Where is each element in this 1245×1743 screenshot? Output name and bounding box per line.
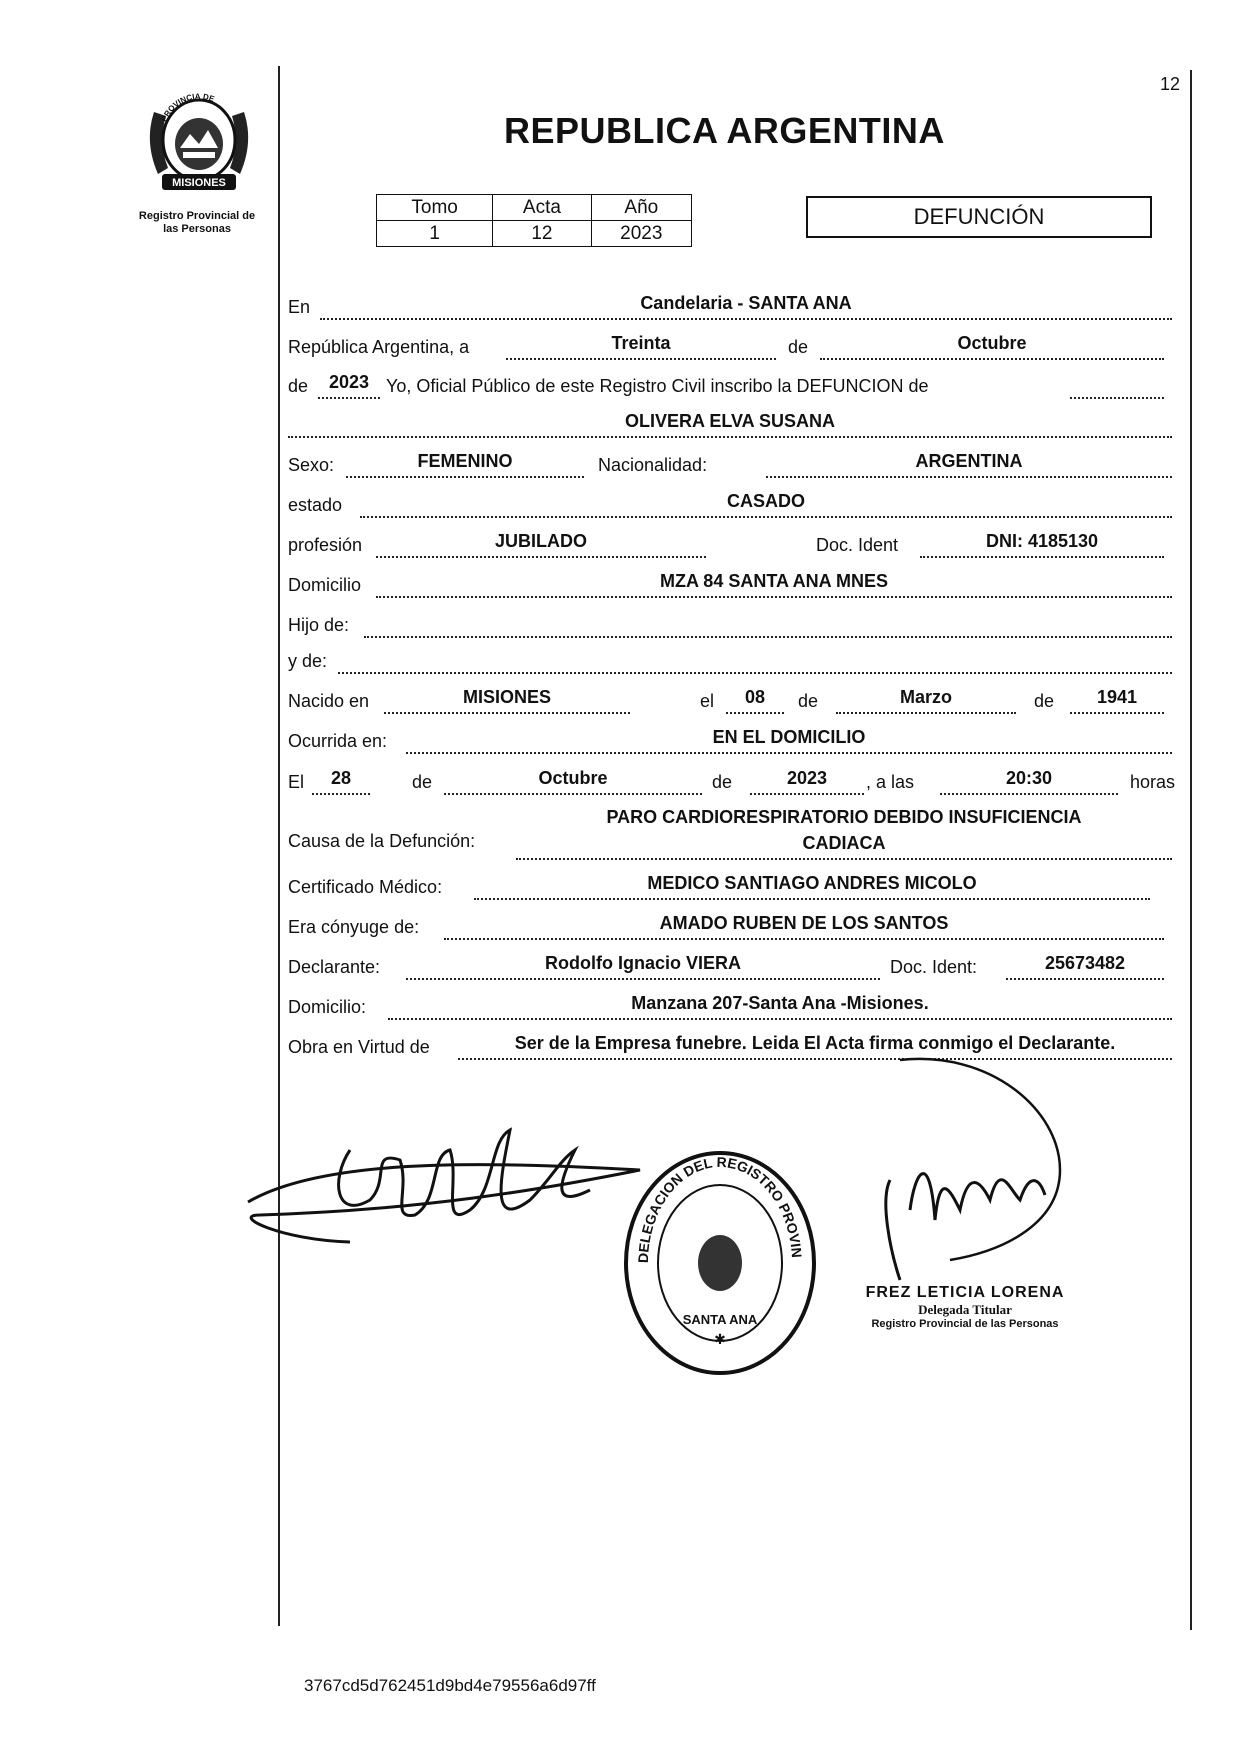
- row-domicilio: [288, 566, 1173, 602]
- svg-text:MISIONES: MISIONES: [172, 177, 226, 189]
- estado-field: CASADO: [360, 486, 1172, 518]
- record-reference-table: [376, 194, 692, 247]
- de-label-3: de: [798, 691, 819, 711]
- registry-stamp: [620, 1148, 820, 1378]
- row-deceased-name: [288, 406, 1173, 442]
- de-label-2: de: [288, 376, 309, 396]
- anio-header: Año: [591, 195, 691, 221]
- declarante-label: Declarante:: [288, 957, 381, 977]
- row-death-date: [288, 763, 1176, 799]
- country-title: REPUBLICA ARGENTINA: [504, 110, 945, 151]
- row-hijo: [288, 606, 1173, 642]
- causa-line2: CADIACA: [802, 833, 886, 853]
- registry-name-line1: Registro Provincial de: [138, 210, 256, 222]
- conyuge-field: AMADO RUBEN DE LOS SANTOS: [444, 908, 1164, 940]
- nacionalidad-field: ARGENTINA: [766, 446, 1172, 478]
- row-date: [288, 328, 1173, 364]
- official-signature: [840, 1050, 1090, 1320]
- month-text-field: Octubre: [820, 328, 1164, 360]
- death-month-field: Octubre: [444, 763, 702, 795]
- row-sexo: [288, 446, 1173, 482]
- provincial-seal-logo: [140, 82, 258, 194]
- obra-field: Ser de la Empresa funebre. Leida El Acta firma conmigo el Declarante.: [458, 1028, 1172, 1060]
- de-label-6: de: [712, 772, 733, 792]
- hijo-label: Hijo de:: [288, 615, 350, 635]
- decl-domicilio-field: Manzana 207-Santa Ana -Misiones.: [388, 988, 1172, 1020]
- registry-name: [112, 210, 282, 236]
- svg-text:✱: ✱: [714, 1331, 726, 1347]
- declarant-signature: [240, 1120, 660, 1270]
- causa-label: Causa de la Defunción:: [288, 831, 476, 851]
- row-intro: [288, 367, 1173, 403]
- nacido-en-field: MISIONES: [384, 682, 630, 714]
- acta-value: 12: [493, 221, 591, 247]
- death-year-field: 2023: [750, 763, 864, 795]
- republica-label: República Argentina, a: [288, 337, 470, 357]
- right-margin-rule: [1190, 70, 1192, 1630]
- registry-name-line2: las Personas: [163, 223, 231, 235]
- svg-text:SANTA ANA: SANTA ANA: [682, 1312, 758, 1327]
- row-causa: [288, 798, 1173, 864]
- death-time-field: 20:30: [940, 763, 1118, 795]
- svg-text:DELEGACION DEL REGISTRO PROVIN: DELEGACION DEL REGISTRO PROVIN: [634, 1153, 805, 1264]
- death-day-field: 28: [312, 763, 370, 795]
- row-estado: [288, 486, 1173, 522]
- nacionalidad-label: Nacionalidad:: [598, 455, 708, 475]
- declarante-field: Rodolfo Ignacio VIERA: [406, 948, 880, 980]
- de-label-1: de: [788, 337, 809, 357]
- yde-field: [338, 642, 1172, 674]
- decl-doc-field: 25673482: [1006, 948, 1164, 980]
- row-yde: [288, 642, 1173, 678]
- yde-label: y de:: [288, 651, 328, 671]
- birth-day-field: 08: [726, 682, 784, 714]
- certificado-field: MEDICO SANTIAGO ANDRES MICOLO: [474, 868, 1150, 900]
- alas-label: , a las: [866, 772, 915, 792]
- nacido-label: Nacido en: [288, 691, 370, 711]
- domicilio-field: MZA 84 SANTA ANA MNES: [376, 566, 1172, 598]
- tomo-header: Tomo: [377, 195, 493, 221]
- intro-text: Yo, Oficial Público de este Registro Civil inscribo la DEFUNCION de: [386, 376, 929, 396]
- page-number: 12: [1160, 74, 1181, 94]
- profesion-label: profesión: [288, 535, 363, 555]
- birth-year-field: 1941: [1070, 682, 1164, 714]
- ocurrida-field: EN EL DOMICILIO: [406, 722, 1172, 754]
- document-hash: 3767cd5d762451d9bd4e79556a6d97ff: [304, 1676, 596, 1695]
- row-profesion: [288, 526, 1173, 562]
- domicilio-label: Domicilio: [288, 575, 362, 595]
- doc-ident-field: DNI: 4185130: [920, 526, 1164, 558]
- doc-ident-label: Doc. Ident: [816, 535, 899, 555]
- en-label: En: [288, 297, 311, 317]
- sexo-label: Sexo:: [288, 455, 335, 475]
- profesion-field: JUBILADO: [376, 526, 706, 558]
- day-text-field: Treinta: [506, 328, 776, 360]
- row-ocurrida: [288, 722, 1173, 758]
- de-label-5: de: [412, 772, 433, 792]
- certificado-label: Certificado Médico:: [288, 877, 443, 897]
- hijo-field: [364, 606, 1172, 638]
- deceased-name-field: OLIVERA ELVA SUSANA: [288, 406, 1172, 438]
- record-type-box: DEFUNCIÓN: [806, 196, 1152, 238]
- official-stamp-block: [840, 1284, 1090, 1330]
- birth-month-field: Marzo: [836, 682, 1016, 714]
- sexo-field: FEMENINO: [346, 446, 584, 478]
- official-title: Delegada Titular: [918, 1302, 1012, 1317]
- left-margin-rule: [278, 66, 280, 1626]
- estado-label: estado: [288, 495, 343, 515]
- conyuge-label: Era cónyuge de:: [288, 917, 420, 937]
- row-declarante: [288, 948, 1173, 984]
- intro-trailing-field: [1070, 367, 1164, 399]
- official-org: Registro Provincial de las Personas: [871, 1318, 1059, 1330]
- el2-label: El: [288, 772, 305, 792]
- place-field: Candelaria - SANTA ANA: [320, 288, 1172, 320]
- anio-value: 2023: [591, 221, 691, 247]
- obra-label: Obra en Virtud de: [288, 1037, 430, 1057]
- acta-header: Acta: [493, 195, 591, 221]
- causa-field: [516, 804, 1172, 860]
- tomo-value: 1: [377, 221, 493, 247]
- year-field: 2023: [318, 367, 380, 399]
- row-place: [288, 288, 1173, 324]
- row-nacido: [288, 682, 1173, 718]
- ocurrida-label: Ocurrida en:: [288, 731, 388, 751]
- el-label: el: [700, 691, 715, 711]
- causa-line1: PARO CARDIORESPIRATORIO DEBIDO INSUFICIENCIA: [606, 807, 1082, 827]
- decl-domicilio-label: Domicilio:: [288, 997, 367, 1017]
- row-conyuge: [288, 908, 1173, 944]
- decl-doc-label: Doc. Ident:: [890, 957, 978, 977]
- de-label-4: de: [1034, 691, 1055, 711]
- row-certificado: [288, 868, 1173, 904]
- row-decl-domicilio: [288, 988, 1173, 1024]
- svg-text:PROVINCIA DE: PROVINCIA DE: [159, 91, 216, 124]
- horas-label: horas: [1130, 772, 1176, 792]
- official-name: FREZ LETICIA LORENA: [865, 1284, 1065, 1301]
